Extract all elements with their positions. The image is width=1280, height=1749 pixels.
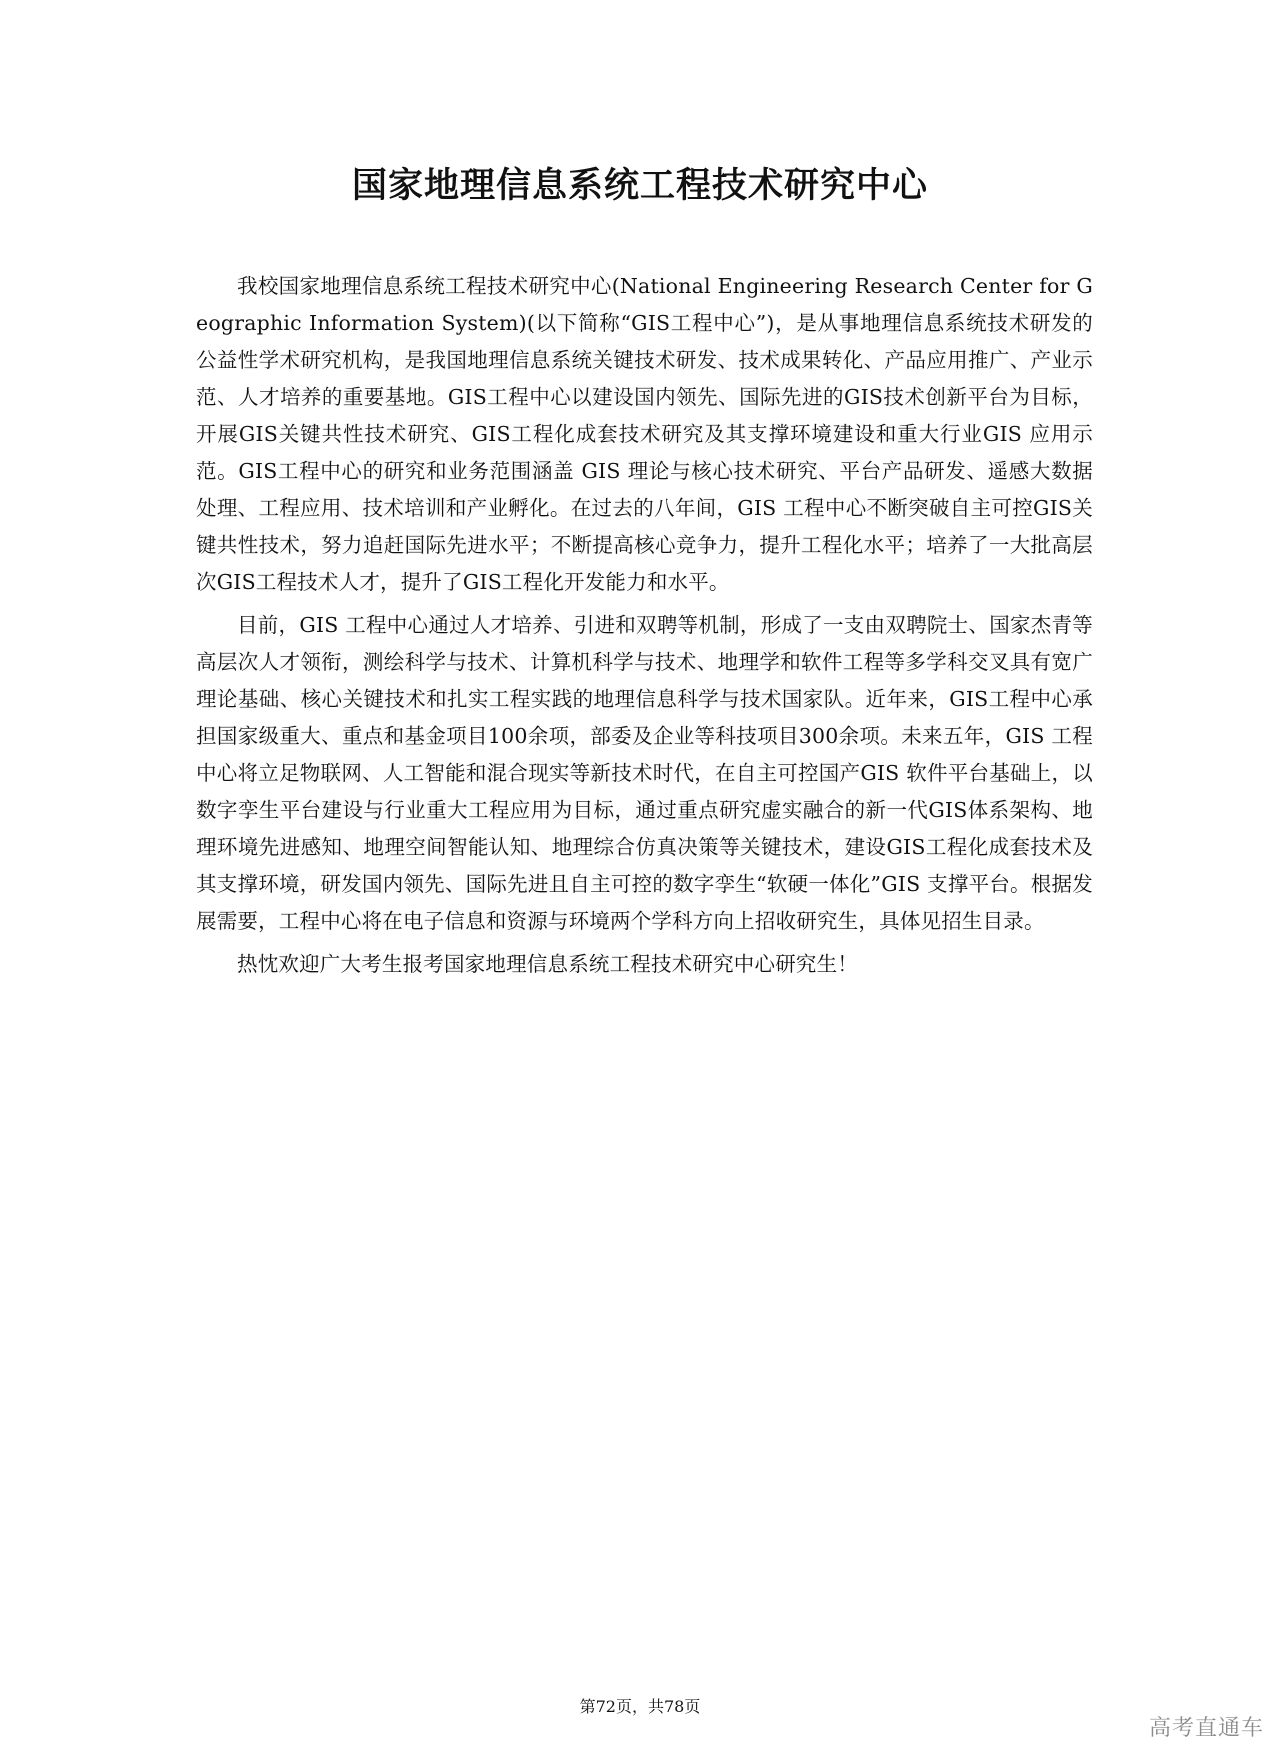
- page-title: 国家地理信息系统工程技术研究中心: [351, 166, 928, 206]
- paragraph-welcome: 热忱欢迎广大考生报考国家地理信息系统工程技术研究中心研究生！: [237, 952, 858, 976]
- paragraph-intro: 我校国家地理信息系统工程技术研究中心(National Engineering Research Center for Geographic Information System)(以下简称“GIS工程中心”)，是从事地理信息系统技术研发的公益性学术研究机构，是我国地理信息系统关键技术研发、技术成果转化、产品应用推广、产业示范、人才培养的重要基地。GIS工程中心以建设国内领先、国际先进的GIS技术创新平台为目标，开展GIS关键共性技术研究、GIS工程化成套技术研究及其支撑环境建设和重大行业GIS 应用示范。GIS工程中心的研究和业务范围涵盖 GIS 理论与核心技术研究、平台产品研发、遥感大数据处理、工程应用、技术培训和产业孵化。在过去的八年间，GIS 工程中心不断突破自主可控GIS关键共性技术，努力追赶国际先进水平；不断提高核心竞争力，提升工程化水平；培养了一大批高层次GIS工程技术人才，提升了GIS工程化开发能力和水平。: [196, 274, 1093, 594]
- page-number-footer: 第72页，共78页: [579, 1697, 701, 1716]
- document-body: [196, 268, 1093, 989]
- watermark-text: 高考直通车: [1148, 1716, 1264, 1741]
- paragraph-current-status: 目前，GIS 工程中心通过人才培养、引进和双聘等机制，形成了一支由双聘院士、国家杰青等高层次人才领衔，测绘科学与技术、计算机科学与技术、地理学和软件工程等多学科交叉具有宽广理论基础、核心关键技术和扎实工程实践的地理信息科学与技术国家队。近年来，GIS工程中心承担国家级重大、重点和基金项目100余项，部委及企业等科技项目300余项。未来五年，GIS 工程中心将立足物联网、人工智能和混合现实等新技术时代，在自主可控国产GIS 软件平台基础上，以数字孪生平台建设与行业重大工程应用为目标，通过重点研究虚实融合的新一代GIS体系架构、地理环境先进感知、地理空间智能认知、地理综合仿真决策等关键技术，建设GIS工程化成套技术及其支撑环境，研发国内领先、国际先进且自主可控的数字孪生“软硬一体化”GIS 支撑平台。根据发展需要，工程中心将在电子信息和资源与环境两个学科方向上招收研究生，具体见招生目录。: [196, 613, 1093, 933]
